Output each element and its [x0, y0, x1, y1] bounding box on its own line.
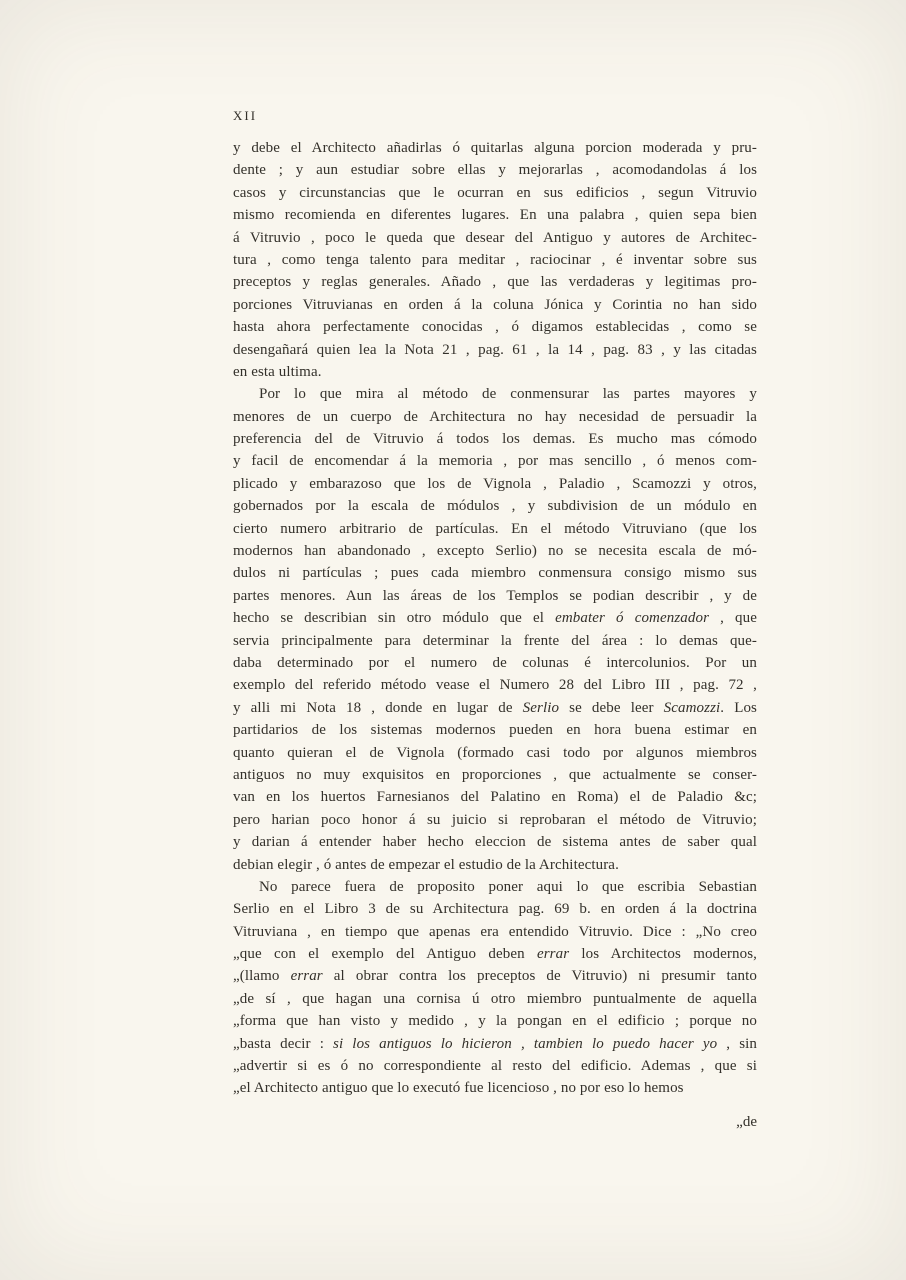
text-run: „el Architecto antiguo que lo executó fue licencioso , no por eso lo hemos: [233, 1080, 684, 1097]
text-run: exemplo del referido método vease el Numero 28 del Libro III , pag. 72 ,: [233, 677, 757, 694]
text-run: „forma que han visto y medido , y la pongan en el edificio ; porque no: [233, 1013, 757, 1030]
text-line: [233, 518, 757, 540]
italic-text-run: errar: [290, 968, 323, 985]
text-run: . Los: [720, 699, 757, 716]
text-line: [233, 294, 757, 316]
text-line: [233, 406, 757, 428]
italic-text-run: Scamozzi: [663, 699, 721, 716]
text-line: [233, 339, 757, 361]
text-line: [233, 249, 757, 271]
text-run: y debe el Architecto añadirlas ó quitarlas alguna porcion moderada y pru-: [233, 140, 757, 156]
text-line: [233, 742, 757, 764]
text-run: dente ; y aun estudiar sobre ellas y mejorarlas , acomodandolas á los: [233, 162, 757, 179]
paragraph: [233, 383, 757, 876]
text-line: [233, 630, 757, 652]
text-run: , que: [709, 610, 757, 627]
text-line: [233, 921, 757, 943]
text-line: [233, 831, 757, 853]
text-run: se debe leer: [559, 699, 664, 716]
text-run: modernos han abandonado , excepto Serlio) no se necesita escala de mó-: [233, 543, 757, 560]
text-line: [233, 361, 757, 383]
page-number: XII: [233, 108, 258, 123]
text-run: preceptos y reglas generales. Añado , que las verdaderas y legitimas pro-: [233, 274, 757, 291]
italic-text-run: si los antiguos lo hicieron , tambien lo puedo hacer yo: [333, 1035, 718, 1052]
text-run: gobernados por la escala de módulos , y subdivision de un módulo en: [233, 498, 757, 515]
text-line: [233, 1010, 757, 1032]
text-run: y alli mi Nota 18 , donde en lugar de: [233, 699, 523, 716]
text-line: [233, 898, 757, 920]
catchword: „de: [736, 1114, 757, 1130]
text-run: antiguos no muy exquisitos en proporciones , que actualmente se conser-: [233, 766, 757, 783]
text-line: [233, 271, 757, 293]
page-body: [233, 137, 757, 1100]
text-run: „advertir si es ó no correspondiente al resto del edificio. Ademas , que si: [233, 1058, 757, 1075]
paragraph: [233, 876, 757, 1100]
text-line: [233, 719, 757, 741]
text-run: los Architectos modernos,: [569, 946, 757, 963]
text-run: hecho se describian sin otro módulo que el: [233, 610, 556, 627]
text-line: [233, 697, 757, 719]
text-run: quanto quieran el de Vignola (formado casi todo por algunos miembros: [233, 744, 757, 761]
text-run: van en los huertos Farnesianos del Palatino en Roma) el de Paladio &c;: [233, 789, 757, 806]
text-run: „de sí , que hagan una cornisa ú otro miembro puntualmente de aquella: [233, 990, 757, 1007]
text-run: á Vitruvio , poco le queda que desear del Antiguo y autores de Architec-: [233, 229, 757, 246]
text-line: [233, 383, 757, 405]
text-run: preferencia del de Vitruvio á todos los demas. Es mucho mas cómodo: [233, 431, 757, 448]
text-line: [233, 764, 757, 786]
text-run: „que con el exemplo del Antiguo deben: [233, 946, 537, 963]
text-line: [233, 674, 757, 696]
text-line: [233, 585, 757, 607]
text-run: No parece fuera de proposito poner aqui lo que escribia Sebastian: [259, 878, 757, 895]
text-line: [233, 495, 757, 517]
text-run: partes menores. Aun las áreas de los Templos se podian describir , y de: [233, 587, 757, 604]
text-run: en esta ultima.: [233, 363, 322, 380]
text-line: [233, 428, 757, 450]
text-line: [233, 1055, 757, 1077]
text-line: [233, 1077, 757, 1099]
text-line: [233, 1033, 757, 1055]
text-run: al obrar contra los preceptos de Vitruvio) ni presumir tanto: [322, 968, 757, 985]
text-run: porciones Vitruvianas en orden á la coluna Jónica y Corintia no han sido: [233, 296, 757, 313]
text-run: dulos ni partículas ; pues cada miembro conmensura consigo mismo sus: [233, 565, 757, 582]
text-run: pero harian poco honor á su juicio si reprobaran el método de Vitruvio;: [233, 811, 757, 828]
text-line: [233, 473, 757, 495]
text-line: [233, 204, 757, 226]
text-run: partidarios de los sistemas modernos pueden en hora buena estimar en: [233, 722, 757, 739]
text-line: [233, 965, 757, 987]
text-run: Serlio en el Libro 3 de su Architectura pag. 69 b. en orden á la doctrina: [233, 901, 757, 918]
text-run: y facil de encomendar á la memoria , por mas sencillo , ó menos com-: [233, 453, 757, 470]
text-line: [233, 137, 757, 159]
text-run: desengañará quien lea la Nota 21 , pag. 61 , la 14 , pag. 83 , y las citadas: [233, 341, 757, 358]
italic-text-run: embater ó comenzador: [555, 610, 710, 627]
text-line: [233, 854, 757, 876]
text-run: casos y circunstancias que le ocurran en sus edificios , segun Vitruvio: [233, 184, 757, 201]
text-line: [233, 562, 757, 584]
text-run: y darian á entender haber hecho eleccion de sistema antes de saber qual: [233, 834, 757, 851]
italic-text-run: errar: [536, 946, 570, 963]
text-run: cierto numero arbitrario de partículas. En el método Vitruviano (que los: [233, 520, 757, 537]
text-run: plicado y embarazoso que los de Vignola , Paladio , Scamozzi y otros,: [233, 475, 757, 492]
text-run: menores de un cuerpo de Architectura no hay necesidad de persuadir la: [233, 408, 757, 425]
text-line: [233, 786, 757, 808]
text-run: „basta decir :: [233, 1035, 334, 1052]
text-run: Vitruviana , en tiempo que apenas era entendido Vitruvio. Dice : „No creo: [233, 923, 757, 940]
text-line: [233, 182, 757, 204]
text-line: [233, 227, 757, 249]
text-line: [233, 943, 757, 965]
text-run: hasta ahora perfectamente conocidas , ó digamos establecidas , como se: [233, 319, 757, 336]
text-run: Por lo que mira al método de conmensurar las partes mayores y: [259, 386, 757, 403]
text-run: debian elegir , ó antes de empezar el estudio de la Architectura.: [233, 856, 619, 873]
text-line: [233, 540, 757, 562]
text-line: [233, 809, 757, 831]
text-line: [233, 607, 757, 629]
text-line: [233, 988, 757, 1010]
text-line: [233, 316, 757, 338]
text-run: servia principalmente para determinar la frente del área : lo demas que-: [233, 632, 757, 649]
text-line: [233, 450, 757, 472]
text-line: [233, 159, 757, 181]
text-run: „(llamo: [233, 968, 291, 985]
text-line: [233, 652, 757, 674]
text-line: [233, 876, 757, 898]
text-run: daba determinado por el numero de colunas é intercolunios. Por un: [233, 654, 757, 671]
text-run: , sin: [717, 1035, 757, 1052]
text-run: tura , como tenga talento para meditar , raciocinar , é inventar sobre sus: [233, 251, 757, 268]
text-run: mismo recomienda en diferentes lugares. En una palabra , quien sepa bien: [233, 207, 757, 224]
italic-text-run: Serlio: [522, 699, 560, 716]
paragraph: [233, 137, 757, 383]
